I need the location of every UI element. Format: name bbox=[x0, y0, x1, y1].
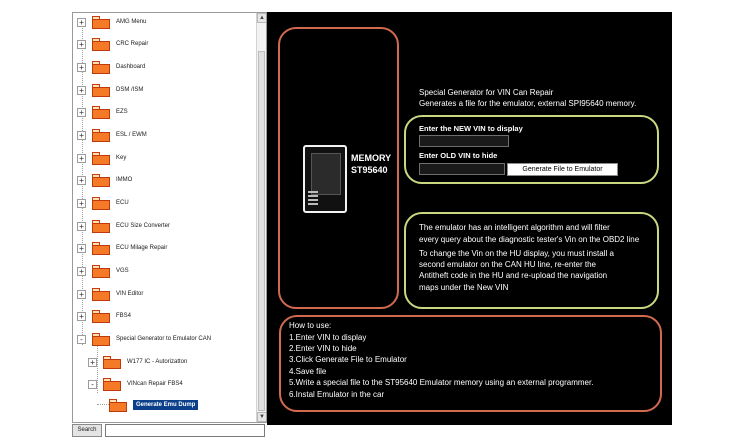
page-title: Special Generator for VIN Can Repair bbox=[419, 88, 554, 97]
tree-item-dsm-ism[interactable] bbox=[77, 81, 143, 99]
expand-toggle[interactable]: + bbox=[77, 63, 86, 72]
folder-icon bbox=[103, 378, 121, 391]
old-vin-label: Enter OLD VIN to hide bbox=[419, 151, 498, 160]
folder-icon bbox=[92, 38, 110, 51]
folder-icon bbox=[92, 174, 110, 187]
folder-icon bbox=[92, 310, 110, 323]
scroll-thumb[interactable] bbox=[258, 51, 265, 411]
folder-icon bbox=[92, 265, 110, 278]
tree-item-label: VGS bbox=[116, 268, 129, 274]
tree-item-label: ECU Milage Repair bbox=[116, 245, 168, 251]
expand-toggle[interactable]: + bbox=[77, 176, 86, 185]
tree-item-label: FBS4 bbox=[116, 313, 132, 319]
chip-label bbox=[351, 152, 391, 176]
tree-item-key[interactable] bbox=[77, 149, 126, 167]
tree-item-dashboard[interactable] bbox=[77, 58, 145, 76]
search-button[interactable]: Search bbox=[72, 424, 102, 437]
bottom-bar bbox=[72, 423, 267, 437]
tree-item-ezs[interactable] bbox=[77, 103, 128, 121]
tree-item-special-generator[interactable] bbox=[77, 330, 211, 348]
folder-icon bbox=[92, 16, 110, 29]
expand-toggle[interactable]: + bbox=[77, 40, 86, 49]
tree-item-label: Key bbox=[116, 155, 127, 161]
tree-item-label: Special Generator to Emulator CAN bbox=[116, 336, 212, 342]
folder-icon bbox=[92, 152, 110, 165]
tree-guide-line bbox=[97, 404, 109, 405]
expand-toggle[interactable]: + bbox=[77, 86, 86, 95]
folder-icon bbox=[92, 129, 110, 142]
tree-item-label: W177 IC - Autorizatton bbox=[127, 359, 188, 365]
folder-icon bbox=[103, 356, 121, 369]
how-to-step: 5.Write a special file to the ST95640 Emulator memory using an external programmer. bbox=[289, 378, 594, 387]
tree-item-label: EZS bbox=[116, 109, 128, 115]
folder-icon bbox=[92, 197, 110, 210]
tree-item-ecu-size-converter[interactable] bbox=[77, 217, 170, 235]
expand-toggle[interactable]: + bbox=[77, 312, 86, 321]
tree-item-label: Dashboard bbox=[116, 64, 146, 70]
tree-item-esl-ewm[interactable] bbox=[77, 126, 147, 144]
expand-toggle[interactable]: + bbox=[77, 267, 86, 276]
generate-file-button[interactable]: Generate File to Emulator bbox=[507, 163, 618, 176]
info-line: maps under the New VIN bbox=[419, 283, 509, 292]
how-to-step: 3.Click Generate File to Emulator bbox=[289, 355, 407, 364]
tree-item-label: ECU Size Converter bbox=[116, 223, 171, 229]
memory-chip-image bbox=[303, 145, 347, 213]
scroll-up-button[interactable]: ▲ bbox=[257, 13, 267, 23]
expand-toggle[interactable]: + bbox=[88, 358, 97, 367]
tree-item-w177-ic[interactable] bbox=[88, 353, 187, 371]
folder-icon bbox=[92, 220, 110, 233]
how-to-step: 6.Instal Emulator in the car bbox=[289, 390, 385, 399]
folder-icon bbox=[92, 333, 110, 346]
tree-item-label: VINcan Repair FBS4 bbox=[127, 381, 183, 387]
tree-item-vin-editor[interactable] bbox=[77, 285, 143, 303]
tree-item-crc-repair[interactable] bbox=[77, 35, 148, 53]
info-line: To change the Vin on the HU display, you must install a bbox=[419, 249, 614, 258]
expand-toggle[interactable]: + bbox=[77, 18, 86, 27]
expand-toggle[interactable]: + bbox=[77, 131, 86, 140]
tree-item-vincan-repair-fbs4[interactable] bbox=[88, 375, 183, 393]
folder-icon bbox=[92, 106, 110, 119]
main-pane bbox=[267, 12, 672, 425]
tree-item-label: ECU bbox=[116, 200, 129, 206]
search-input[interactable] bbox=[105, 424, 265, 437]
folder-icon bbox=[92, 61, 110, 74]
page-subtitle: Generates a file for the emulator, external SPI95640 memory. bbox=[419, 99, 637, 108]
old-vin-input[interactable] bbox=[419, 163, 505, 175]
tree-item-generate-emu-dump[interactable] bbox=[109, 396, 198, 414]
tree-item-label: Generate Emu Dump bbox=[133, 400, 198, 410]
tree-item-label: AMG Menu bbox=[116, 19, 147, 25]
chip-label-line1: MEMORY bbox=[351, 153, 392, 163]
expand-toggle[interactable]: + bbox=[77, 244, 86, 253]
expand-toggle[interactable]: + bbox=[77, 154, 86, 163]
expand-toggle[interactable]: + bbox=[77, 290, 86, 299]
folder-icon bbox=[92, 84, 110, 97]
folder-icon bbox=[92, 242, 110, 255]
tree-item-amg-menu[interactable] bbox=[77, 13, 146, 31]
expand-toggle[interactable]: + bbox=[77, 222, 86, 231]
chip-label-line2: ST95640 bbox=[351, 165, 388, 175]
expand-toggle[interactable]: + bbox=[77, 199, 86, 208]
how-to-step: 4.Save file bbox=[289, 367, 327, 376]
tree-item-immo[interactable] bbox=[77, 171, 132, 189]
how-to-step: 1.Enter VIN to display bbox=[289, 333, 367, 342]
expand-toggle[interactable]: + bbox=[77, 108, 86, 117]
tree-item-label: DSM /ISM bbox=[116, 87, 144, 93]
tree-item-vgs[interactable] bbox=[77, 262, 129, 280]
tree-item-label: IMMO bbox=[116, 177, 133, 183]
info-line: every query about the diagnostic tester's Vin on the OBD2 line bbox=[419, 235, 640, 244]
folder-icon bbox=[109, 399, 127, 412]
info-line: second emulator on the CAN HU line, re-enter the bbox=[419, 260, 596, 269]
collapse-toggle[interactable]: - bbox=[77, 335, 86, 344]
collapse-toggle[interactable]: - bbox=[88, 380, 97, 389]
tree-item-label: VIN Editor bbox=[116, 291, 144, 297]
tree-panel bbox=[72, 12, 267, 423]
tree-item-label: ESL / EWM bbox=[116, 132, 147, 138]
tree-item-fbs4[interactable] bbox=[77, 307, 131, 325]
new-vin-label: Enter the NEW VIN to display bbox=[419, 124, 523, 133]
tree-item-label: CRC Repair bbox=[116, 41, 149, 47]
tree-item-ecu[interactable] bbox=[77, 194, 129, 212]
how-to-step: 2.Enter VIN to hide bbox=[289, 344, 357, 353]
info-line: The emulator has an intelligent algorithm and will filter bbox=[419, 223, 610, 232]
folder-icon bbox=[92, 288, 110, 301]
how-to-heading: How to use: bbox=[289, 321, 332, 330]
new-vin-input[interactable] bbox=[419, 135, 509, 147]
tree-scrollbar[interactable] bbox=[256, 13, 266, 422]
tree-item-ecu-milage-repair[interactable] bbox=[77, 239, 167, 257]
scroll-down-button[interactable]: ▼ bbox=[257, 412, 267, 422]
info-line: Antitheft code in the HU and re-upload the navigation bbox=[419, 271, 608, 280]
